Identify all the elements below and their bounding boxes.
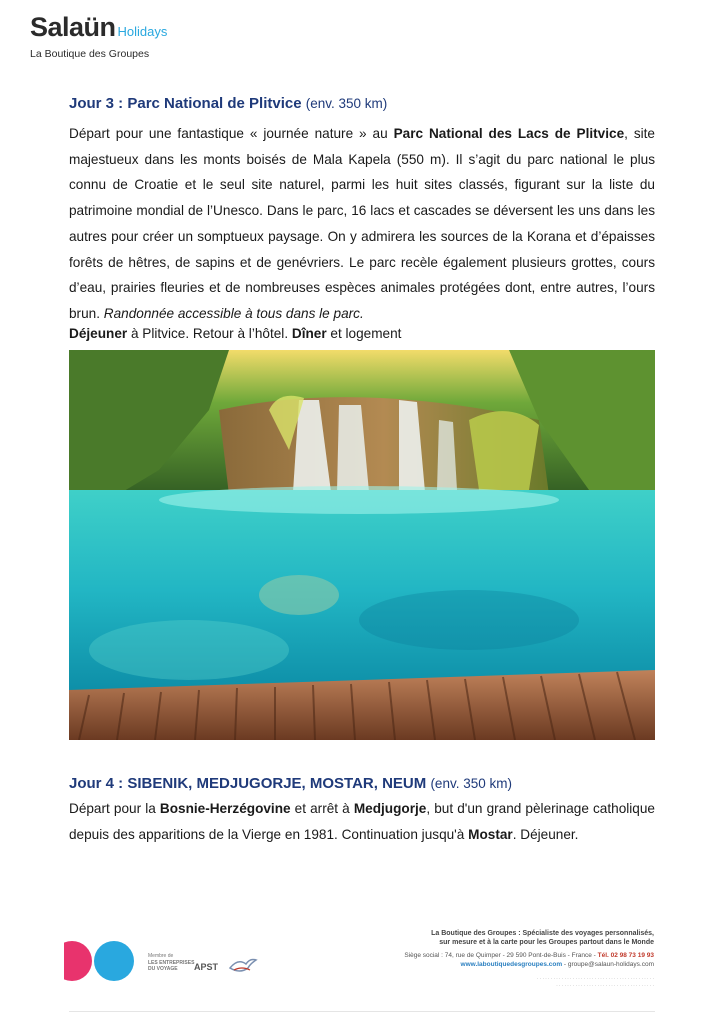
brand-logo xyxy=(30,12,167,60)
day4-distance: (env. 350 km) xyxy=(430,776,512,791)
park-name: Parc National des Lacs de Plitvice xyxy=(393,126,625,141)
day3-heading xyxy=(69,95,387,112)
footer-legal-line1: · · · · · · · · · · · · · · · · · · · · · · · · · · · · · · · · · · · · · · · · · · · xyxy=(537,976,654,981)
city-medjugorje: Medjugorje xyxy=(353,801,427,816)
day4-heading xyxy=(69,775,512,792)
footer-legal-line2: · · · · · · · · · · · · · · · · · · · · · · · · · · · · · · · · · · · · xyxy=(556,983,654,988)
member-org-line2: DU VOYAGE xyxy=(148,966,178,972)
footer-contact xyxy=(461,961,654,968)
hike-note: Randonnée accessible à tous dans le parc. xyxy=(103,305,364,321)
day4-title: Jour 4 : SIBENIK, MEDJUGORJE, MOSTAR, NEUM xyxy=(69,775,427,792)
brand-tagline: La Boutique des Groupes xyxy=(30,48,150,60)
brand-name: Salaün Holidays xyxy=(30,12,168,42)
day3-description: Départ pour une fantastique « journée nature » au Parc National des Lacs de Plitvice, site majestueux dans les monts boisés de Mala Kapela (550 m). Il s’agit du parc national le plus connu de Croatie et le seul site naturel, parmi les huit sites classés, figurant sur la liste du patrimoine mondial de l’Unesco. Dans le parc, 16 lacs et cascades se déversent les uns dans les autres pour créer un somptueux paysage. On y admirera les sources de la Korana et d’épaisses forêts de hêtres, de sapins et de genévriers. Le parc recèle également plusieurs grottes, cours d’eau, prairies fleuries et de nombreuses espèces animales protégées dont, entre autres, l’ours brun. Randonnée accessible à tous dans le parc. xyxy=(69,126,655,321)
footer-slogan-line2: sur mesure et à la carte pour les Groupes partout dans le Monde xyxy=(439,939,654,946)
footer-divider xyxy=(69,1011,655,1012)
footer-logo-dots xyxy=(64,940,144,982)
member-org-line1: LES ENTREPRISES xyxy=(148,960,195,966)
brand-suffix: Holidays xyxy=(117,24,168,39)
footer-slogan-line1: La Boutique des Groupes : Spécialiste des voyages personnalisés, xyxy=(431,930,654,937)
footer-address: Siège social : 74, rue de Quimper - 29 590 Pont-de-Buis - France - Tél. 02 98 73 19 93 xyxy=(404,952,654,959)
member-label: Membre de xyxy=(148,953,174,959)
day3-meals: Déjeuner à Plitvice. Retour à l’hôtel. Dîner et logement xyxy=(69,326,402,341)
footer-email[interactable]: - groupe@salaun-holidays.com xyxy=(562,961,654,968)
city-mostar: Mostar xyxy=(468,826,513,842)
day3-distance: (env. 350 km) xyxy=(305,96,388,111)
plitvice-waterfall-photo xyxy=(69,350,655,740)
footer-phone: Tél. 02 98 73 19 93 xyxy=(597,952,654,959)
footer-website-link[interactable]: www.laboutiquedesgroupes.com xyxy=(460,961,563,968)
day3-title: Jour 3 : Parc National de Plitvice xyxy=(69,95,302,112)
bird-logo-icon xyxy=(228,954,258,976)
country-name: Bosnie-Herzégovine xyxy=(159,801,291,816)
day4-description: Départ pour la Bosnie-Herzégovine et arrêt à Medjugorje, but d'un grand pèlerinage catholique depuis des apparitions de la Vierge en 1981. Continuation jusqu'à Mostar. Déjeuner. xyxy=(69,801,655,842)
apst-logo: APST xyxy=(194,962,219,972)
